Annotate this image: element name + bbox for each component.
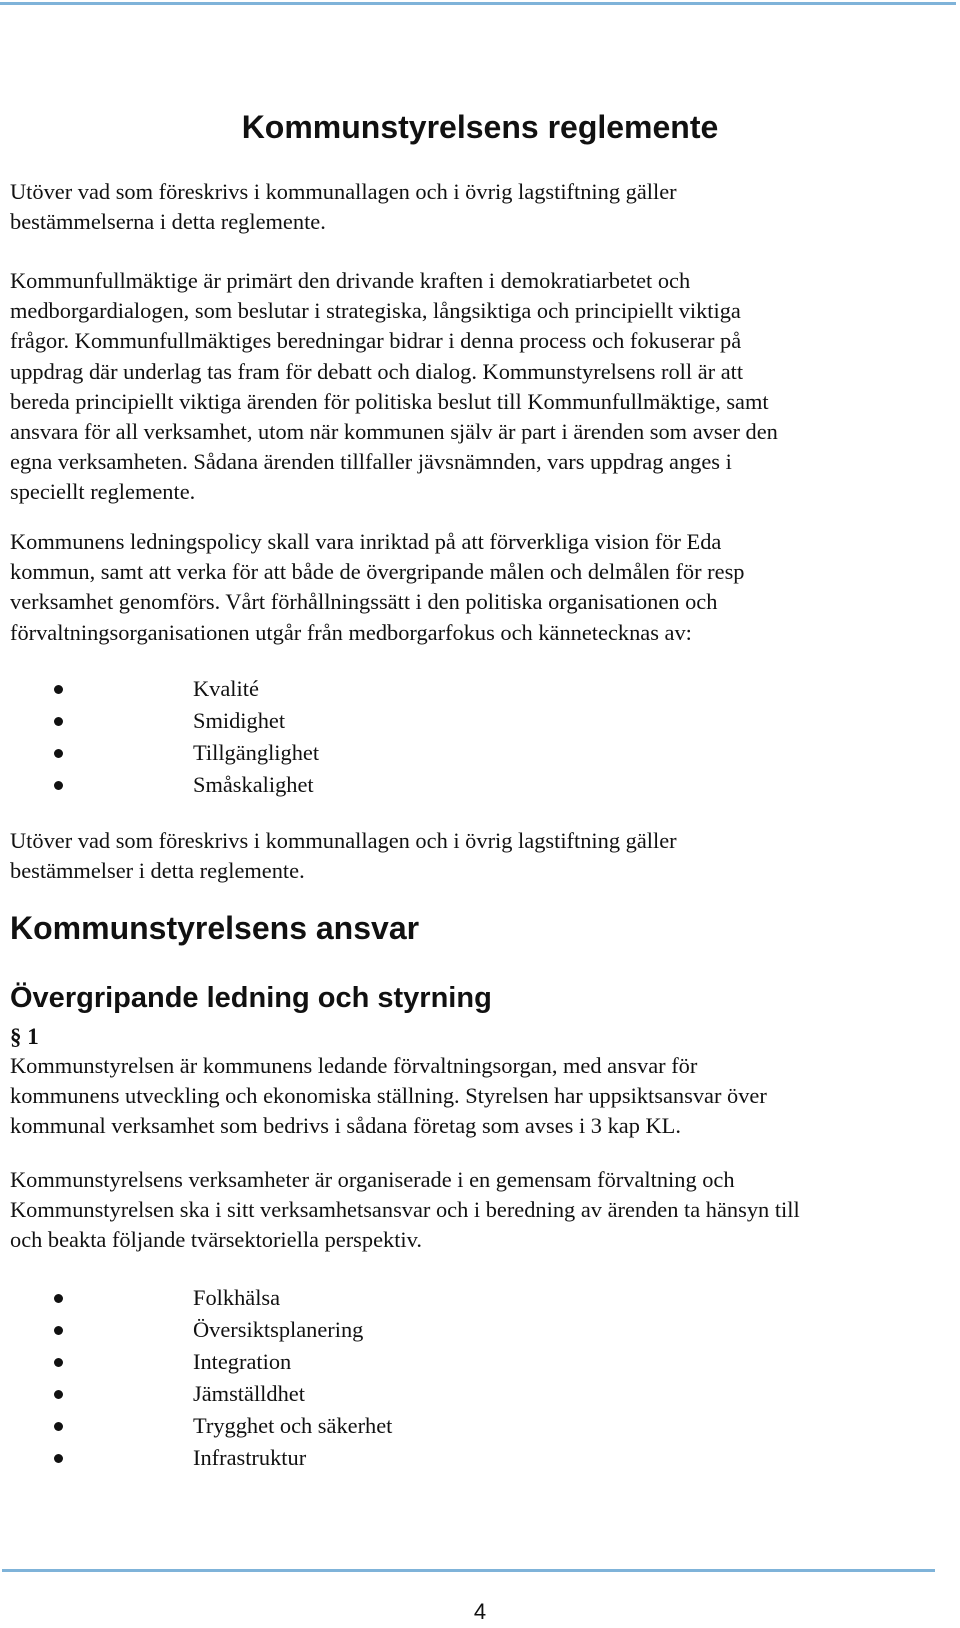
bullet-icon [54,685,63,694]
page-number: 4 [473,1599,487,1624]
democracy-paragraph [10,266,950,508]
legal-paragraph [10,826,950,886]
text-line: bestämmelser i detta reglemente. [10,858,305,884]
intro-paragraph [10,177,950,237]
bullet-icon [54,1422,63,1431]
section-heading: Kommunstyrelsens ansvar [10,910,420,946]
subsection-heading: Övergripande ledning och styrning [10,982,492,1014]
text-line: Kommunens ledningspolicy skall vara inriktad på att förverkliga vision för Eda [10,529,722,554]
text-line: Kommunfullmäktige är primärt den drivande kraften i demokratiarbetet och [10,268,691,293]
text-line: frågor. Kommunfullmäktiges beredningar bidrar i denna process och fokuserar på [10,328,742,354]
text-line: Utöver vad som föreskrivs i kommunallagen och i övrig lagstiftning gäller [10,828,677,853]
bullet-icon [54,1294,63,1303]
bullet-icon [54,781,63,790]
bullet-icon [54,717,63,726]
text-line: Kommunstyrelsens verksamheter är organiserade i en gemensam förvaltning och [10,1167,735,1192]
text-line: verksamhet genomförs. Vårt förhållningssätt i den politiska organisationen och [10,589,718,615]
text-line: uppdrag där underlag tas fram för debatt och dialog. Kommunstyrelsens roll är att [10,358,744,384]
text-line: medborgardialogen, som beslutar i strategiska, långsiktiga och principiellt viktiga [10,298,741,324]
bottom-rule [2,1569,935,1572]
text-line: Kommunstyrelsen ska i sitt verksamhetsansvar och i beredning av ärenden ta hänsyn till [10,1197,800,1223]
top-rule [0,2,956,5]
text-line: ansvara för all verksamhet, utom när kommunen själv är part i ärenden som avser den [10,419,778,445]
organisation-paragraph [10,1165,950,1256]
bullet-icon [54,1358,63,1367]
text-line: egna verksamheten. Sådana ärenden tillfaller jävsnämnden, vars uppdrag anges i [10,449,732,475]
text-line: förvaltningsorganisationen utgår från medborgarfokus och kännetecknas av: [10,619,692,645]
section-mark: § 1 [10,1024,39,1049]
text-line: Utöver vad som föreskrivs i kommunallagen och i övrig lagstiftning gäller [10,179,677,204]
policy-paragraph [10,527,950,648]
text-line: Kommunstyrelsen är kommunens ledande förvaltningsorgan, med ansvar för [10,1053,698,1078]
document-title: Kommunstyrelsens reglemente [241,109,719,145]
responsibility-paragraph [10,1051,950,1142]
text-line: och beakta följande tvärsektoriella perspektiv. [10,1227,422,1253]
text-line: kommunens utveckling och ekonomiska ställning. Styrelsen har uppsiktsansvar över [10,1083,767,1109]
bullet-icon [54,749,63,758]
bullet-icon [54,1326,63,1335]
text-line: speciellt reglemente. [10,479,196,505]
bullet-icon [54,1390,63,1399]
text-line: bestämmelserna i detta reglemente. [10,209,326,235]
bullet-icon [54,1454,63,1463]
text-line: kommunal verksamhet som bedrivs i sådana företag som avses i 3 kap KL. [10,1113,681,1139]
text-line: kommun, samt att verka för att både de övergripande målen och delmålen för resp [10,559,745,585]
text-line: bereda principiellt viktiga ärenden för politiska beslut till Kommunfullmäktige, samt [10,388,769,414]
